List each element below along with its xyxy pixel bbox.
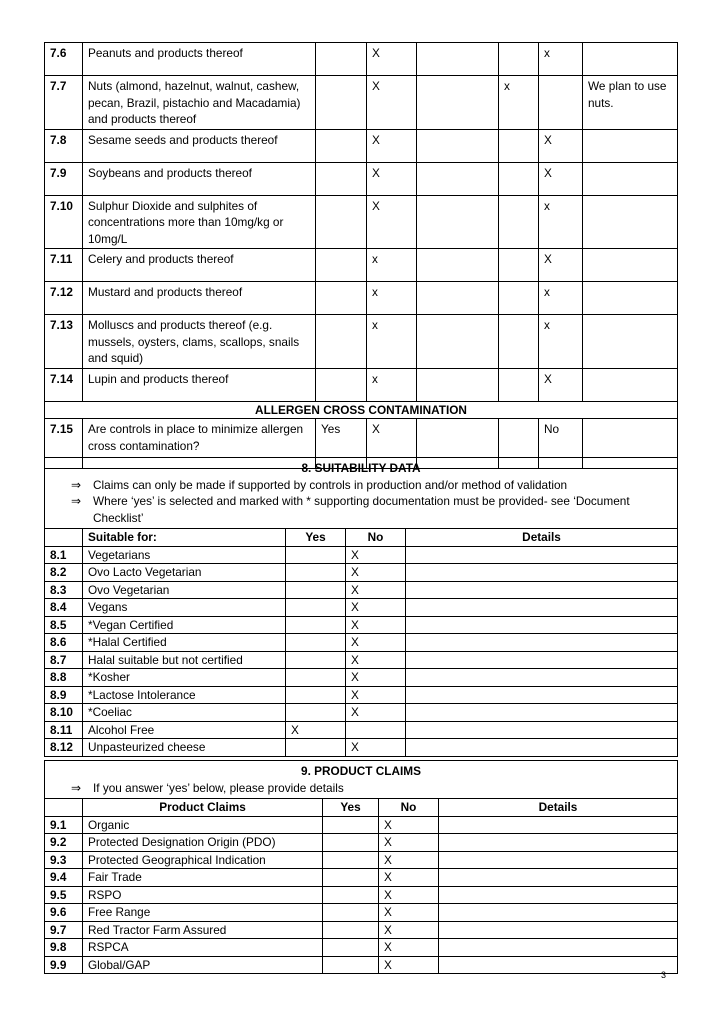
arrow-icon: ⇒ <box>71 477 81 492</box>
allergen-mark: x <box>499 76 539 130</box>
allergen-mark: X <box>367 76 417 130</box>
suitability-row <box>45 616 678 634</box>
row-label: Fair Trade <box>83 869 323 887</box>
yes-mark <box>323 939 379 957</box>
allergen-row <box>45 76 678 130</box>
product-claims-header <box>45 761 678 799</box>
suitability-bullet: ⇒ Claims can only be made if supported by controls in production and/or method of validation <box>71 477 568 492</box>
allergen-name: Sesame seeds and products thereof <box>83 129 316 162</box>
allergen-mark <box>499 282 539 315</box>
allergen-name: Soybeans and products thereof <box>83 162 316 195</box>
allergen-note <box>583 282 678 315</box>
row-number: 8.2 <box>45 564 83 582</box>
allergen-mark: X <box>367 195 417 249</box>
yes-mark <box>286 669 346 687</box>
allergen-mark: X <box>539 368 583 401</box>
allergen-cell <box>316 195 367 249</box>
row-label: RSPCA <box>83 939 323 957</box>
allergen-mark: X <box>539 162 583 195</box>
row-label: *Lactose Intolerance <box>83 686 286 704</box>
allergen-name: Celery and products thereof <box>83 249 316 282</box>
product-claim-row <box>45 869 678 887</box>
allergen-cell <box>417 76 499 130</box>
suitability-table <box>44 457 678 757</box>
allergen-cell <box>417 195 499 249</box>
allergen-name: Mustard and products thereof <box>83 282 316 315</box>
allergen-note <box>583 249 678 282</box>
suitability-row <box>45 564 678 582</box>
yes-mark <box>286 581 346 599</box>
no-mark <box>346 721 406 739</box>
allergen-table <box>44 42 678 469</box>
allergen-mark: X <box>367 129 417 162</box>
allergen-mark <box>499 315 539 369</box>
column-header-yes: Yes <box>286 529 346 547</box>
no-mark: X <box>346 581 406 599</box>
allergen-name: Sulphur Dioxide and sulphites of concentrations more than 10mg/kg or 10mg/L <box>83 195 316 249</box>
details-cell <box>406 564 678 582</box>
no-mark: X <box>346 564 406 582</box>
row-label: *Kosher <box>83 669 286 687</box>
row-label: Organic <box>83 816 323 834</box>
details-cell <box>406 721 678 739</box>
yes-label: Yes <box>316 419 367 469</box>
row-label: Protected Designation Origin (PDO) <box>83 834 323 852</box>
allergen-name: Peanuts and products thereof <box>83 43 316 76</box>
allergen-mark: x <box>367 249 417 282</box>
no-mark: X <box>346 704 406 722</box>
allergen-row <box>45 315 678 369</box>
no-mark: X <box>379 816 439 834</box>
row-number: 8.3 <box>45 581 83 599</box>
product-claims-table <box>44 760 678 974</box>
row-number: 8.11 <box>45 721 83 739</box>
row-label: *Halal Certified <box>83 634 286 652</box>
row-number: 7.6 <box>45 43 83 76</box>
allergen-mark: x <box>539 315 583 369</box>
details-cell <box>406 704 678 722</box>
product-claims-title: 9. PRODUCT CLAIMS <box>301 764 421 778</box>
no-mark: X <box>379 904 439 922</box>
yes-mark <box>323 869 379 887</box>
row-label: *Vegan Certified <box>83 616 286 634</box>
allergen-cell <box>316 162 367 195</box>
column-header-details: Details <box>406 529 678 547</box>
suitability-row <box>45 634 678 652</box>
no-mark: X <box>379 921 439 939</box>
row-number: 7.11 <box>45 249 83 282</box>
allergen-note: We plan to use nuts. <box>583 76 678 130</box>
details-cell <box>439 921 678 939</box>
allergen-row <box>45 195 678 249</box>
yes-mark <box>323 816 379 834</box>
allergen-mark <box>499 129 539 162</box>
details-cell <box>406 616 678 634</box>
details-cell <box>439 851 678 869</box>
yes-mark <box>323 886 379 904</box>
row-label: Ovo Vegetarian <box>83 581 286 599</box>
allergen-mark: X <box>367 162 417 195</box>
allergen-row <box>45 282 678 315</box>
allergen-note <box>583 162 678 195</box>
details-cell <box>439 869 678 887</box>
row-number: 7.13 <box>45 315 83 369</box>
no-mark: X <box>379 869 439 887</box>
suitability-row <box>45 599 678 617</box>
yes-mark <box>286 704 346 722</box>
allergen-mark <box>499 368 539 401</box>
product-claims-bullet: ⇒ If you answer ‘yes’ below, please provide details <box>71 780 344 795</box>
allergen-cell <box>316 368 367 401</box>
no-mark: X <box>346 546 406 564</box>
suitability-title: 8. SUITABILITY DATA <box>301 461 421 475</box>
allergen-mark <box>499 162 539 195</box>
suitability-row <box>45 546 678 564</box>
no-mark: X <box>346 616 406 634</box>
details-cell <box>439 886 678 904</box>
no-mark: X <box>379 834 439 852</box>
allergen-note <box>583 368 678 401</box>
allergen-cell <box>316 282 367 315</box>
yes-mark <box>323 904 379 922</box>
row-label: Protected Geographical Indication <box>83 851 323 869</box>
allergen-cell <box>417 43 499 76</box>
allergen-mark: x <box>367 282 417 315</box>
row-number: 9.9 <box>45 956 83 974</box>
row-label: Alcohol Free <box>83 721 286 739</box>
product-claim-row <box>45 834 678 852</box>
allergen-note <box>583 43 678 76</box>
allergen-mark <box>499 249 539 282</box>
allergen-mark: X <box>367 419 417 469</box>
allergen-cell <box>316 315 367 369</box>
no-mark: X <box>346 739 406 757</box>
allergen-cell <box>417 282 499 315</box>
allergen-mark: x <box>367 368 417 401</box>
no-label: No <box>539 419 583 469</box>
row-number: 7.14 <box>45 368 83 401</box>
row-number: 9.6 <box>45 904 83 922</box>
allergen-mark: x <box>539 195 583 249</box>
row-label: Red Tractor Farm Assured <box>83 921 323 939</box>
allergen-name: Nuts (almond, hazelnut, walnut, cashew, pecan, Brazil, pistachio and Macadamia) and products thereof <box>83 76 316 130</box>
column-header-no: No <box>346 529 406 547</box>
row-label: Free Range <box>83 904 323 922</box>
column-header-item: Product Claims <box>83 799 323 817</box>
row-number: 9.2 <box>45 834 83 852</box>
row-number: 8.4 <box>45 599 83 617</box>
details-cell <box>439 834 678 852</box>
row-number: 8.10 <box>45 704 83 722</box>
row-number: 7.8 <box>45 129 83 162</box>
yes-mark <box>286 686 346 704</box>
row-label: Ovo Lacto Vegetarian <box>83 564 286 582</box>
row-number: 8.1 <box>45 546 83 564</box>
allergen-cell <box>417 368 499 401</box>
row-label: RSPO <box>83 886 323 904</box>
details-cell <box>439 816 678 834</box>
product-claim-row <box>45 904 678 922</box>
allergen-note <box>583 129 678 162</box>
details-cell <box>406 634 678 652</box>
page-number: 3 <box>660 970 666 980</box>
row-number: 8.7 <box>45 651 83 669</box>
allergen-cell <box>417 249 499 282</box>
suitability-bullet: ⇒ Where ‘yes’ is selected and marked with * supporting documentation must be provided- see ‘Document Checklist’ <box>71 494 630 525</box>
suitability-row <box>45 721 678 739</box>
product-claim-row <box>45 956 678 974</box>
yes-mark <box>323 921 379 939</box>
row-number: 9.4 <box>45 869 83 887</box>
allergen-row <box>45 129 678 162</box>
row-number: 9.3 <box>45 851 83 869</box>
column-header-item: Suitable for: <box>83 529 286 547</box>
allergen-mark: X <box>539 129 583 162</box>
yes-mark <box>323 834 379 852</box>
details-cell <box>439 939 678 957</box>
yes-mark <box>286 599 346 617</box>
suitability-row <box>45 669 678 687</box>
suitability-row <box>45 651 678 669</box>
column-header-yes: Yes <box>323 799 379 817</box>
allergen-cell <box>417 162 499 195</box>
suitability-row <box>45 686 678 704</box>
allergen-mark: x <box>367 315 417 369</box>
no-mark: X <box>346 599 406 617</box>
details-cell <box>406 546 678 564</box>
row-label: Vegetarians <box>83 546 286 564</box>
allergen-row <box>45 368 678 401</box>
row-number: 9.8 <box>45 939 83 957</box>
no-mark: X <box>379 939 439 957</box>
no-mark: X <box>346 669 406 687</box>
yes-mark <box>286 634 346 652</box>
no-mark: X <box>346 686 406 704</box>
product-claim-row <box>45 851 678 869</box>
yes-mark <box>286 739 346 757</box>
arrow-icon: ⇒ <box>71 780 81 795</box>
allergen-row <box>45 162 678 195</box>
yes-mark <box>286 616 346 634</box>
allergen-note <box>583 315 678 369</box>
suitability-row <box>45 581 678 599</box>
no-mark: X <box>379 886 439 904</box>
yes-mark <box>286 564 346 582</box>
product-claim-row <box>45 886 678 904</box>
row-number: 8.12 <box>45 739 83 757</box>
product-claims-column-headers <box>45 799 678 817</box>
allergen-mark: X <box>367 43 417 76</box>
suitability-column-headers <box>45 529 678 547</box>
allergen-mark <box>499 195 539 249</box>
row-number: 7.9 <box>45 162 83 195</box>
details-cell <box>406 686 678 704</box>
allergen-name: Molluscs and products thereof (e.g. mussels, oysters, clams, scallops, snails and squid) <box>83 315 316 369</box>
product-claim-row <box>45 939 678 957</box>
allergen-cell <box>417 315 499 369</box>
column-header-no: No <box>379 799 439 817</box>
row-number: 9.7 <box>45 921 83 939</box>
details-cell <box>406 669 678 687</box>
row-number: 8.9 <box>45 686 83 704</box>
details-cell <box>406 599 678 617</box>
allergen-mark: X <box>539 249 583 282</box>
allergen-row <box>45 43 678 76</box>
allergen-cell <box>417 129 499 162</box>
row-number: 9.5 <box>45 886 83 904</box>
allergen-row <box>45 249 678 282</box>
product-claim-row <box>45 816 678 834</box>
allergen-name: Lupin and products thereof <box>83 368 316 401</box>
row-number: 8.8 <box>45 669 83 687</box>
row-label: *Coeliac <box>83 704 286 722</box>
details-cell <box>406 739 678 757</box>
no-mark: X <box>379 956 439 974</box>
row-number: 7.12 <box>45 282 83 315</box>
yes-mark: X <box>286 721 346 739</box>
allergen-cell <box>316 129 367 162</box>
allergen-mark <box>539 76 583 130</box>
row-number: 8.6 <box>45 634 83 652</box>
row-number: 8.5 <box>45 616 83 634</box>
row-label: Global/GAP <box>83 956 323 974</box>
yes-mark <box>323 956 379 974</box>
yes-mark <box>286 546 346 564</box>
no-mark: X <box>346 651 406 669</box>
yes-mark <box>286 651 346 669</box>
yes-mark <box>323 851 379 869</box>
allergen-cell <box>316 76 367 130</box>
details-cell <box>439 956 678 974</box>
suitability-row <box>45 739 678 757</box>
suitability-header <box>45 458 678 529</box>
suitability-row <box>45 704 678 722</box>
allergen-name: Are controls in place to minimize allergen cross contamination? <box>83 419 316 469</box>
arrow-icon: ⇒ <box>71 494 81 508</box>
row-label: Unpasteurized cheese <box>83 739 286 757</box>
allergen-mark: x <box>539 282 583 315</box>
allergen-mark <box>499 43 539 76</box>
allergen-cell <box>316 249 367 282</box>
details-cell <box>406 651 678 669</box>
row-label: Halal suitable but not certified <box>83 651 286 669</box>
product-claim-row <box>45 921 678 939</box>
column-header-details: Details <box>439 799 678 817</box>
allergen-cell <box>316 43 367 76</box>
details-cell <box>406 581 678 599</box>
no-mark: X <box>346 634 406 652</box>
row-number: 7.7 <box>45 76 83 130</box>
row-number: 9.1 <box>45 816 83 834</box>
cross-contamination-header: ALLERGEN CROSS CONTAMINATION <box>45 401 678 419</box>
row-label: Vegans <box>83 599 286 617</box>
no-mark: X <box>379 851 439 869</box>
details-cell <box>439 904 678 922</box>
row-number: 7.10 <box>45 195 83 249</box>
row-number: 7.15 <box>45 419 83 469</box>
allergen-mark: x <box>539 43 583 76</box>
allergen-note <box>583 195 678 249</box>
